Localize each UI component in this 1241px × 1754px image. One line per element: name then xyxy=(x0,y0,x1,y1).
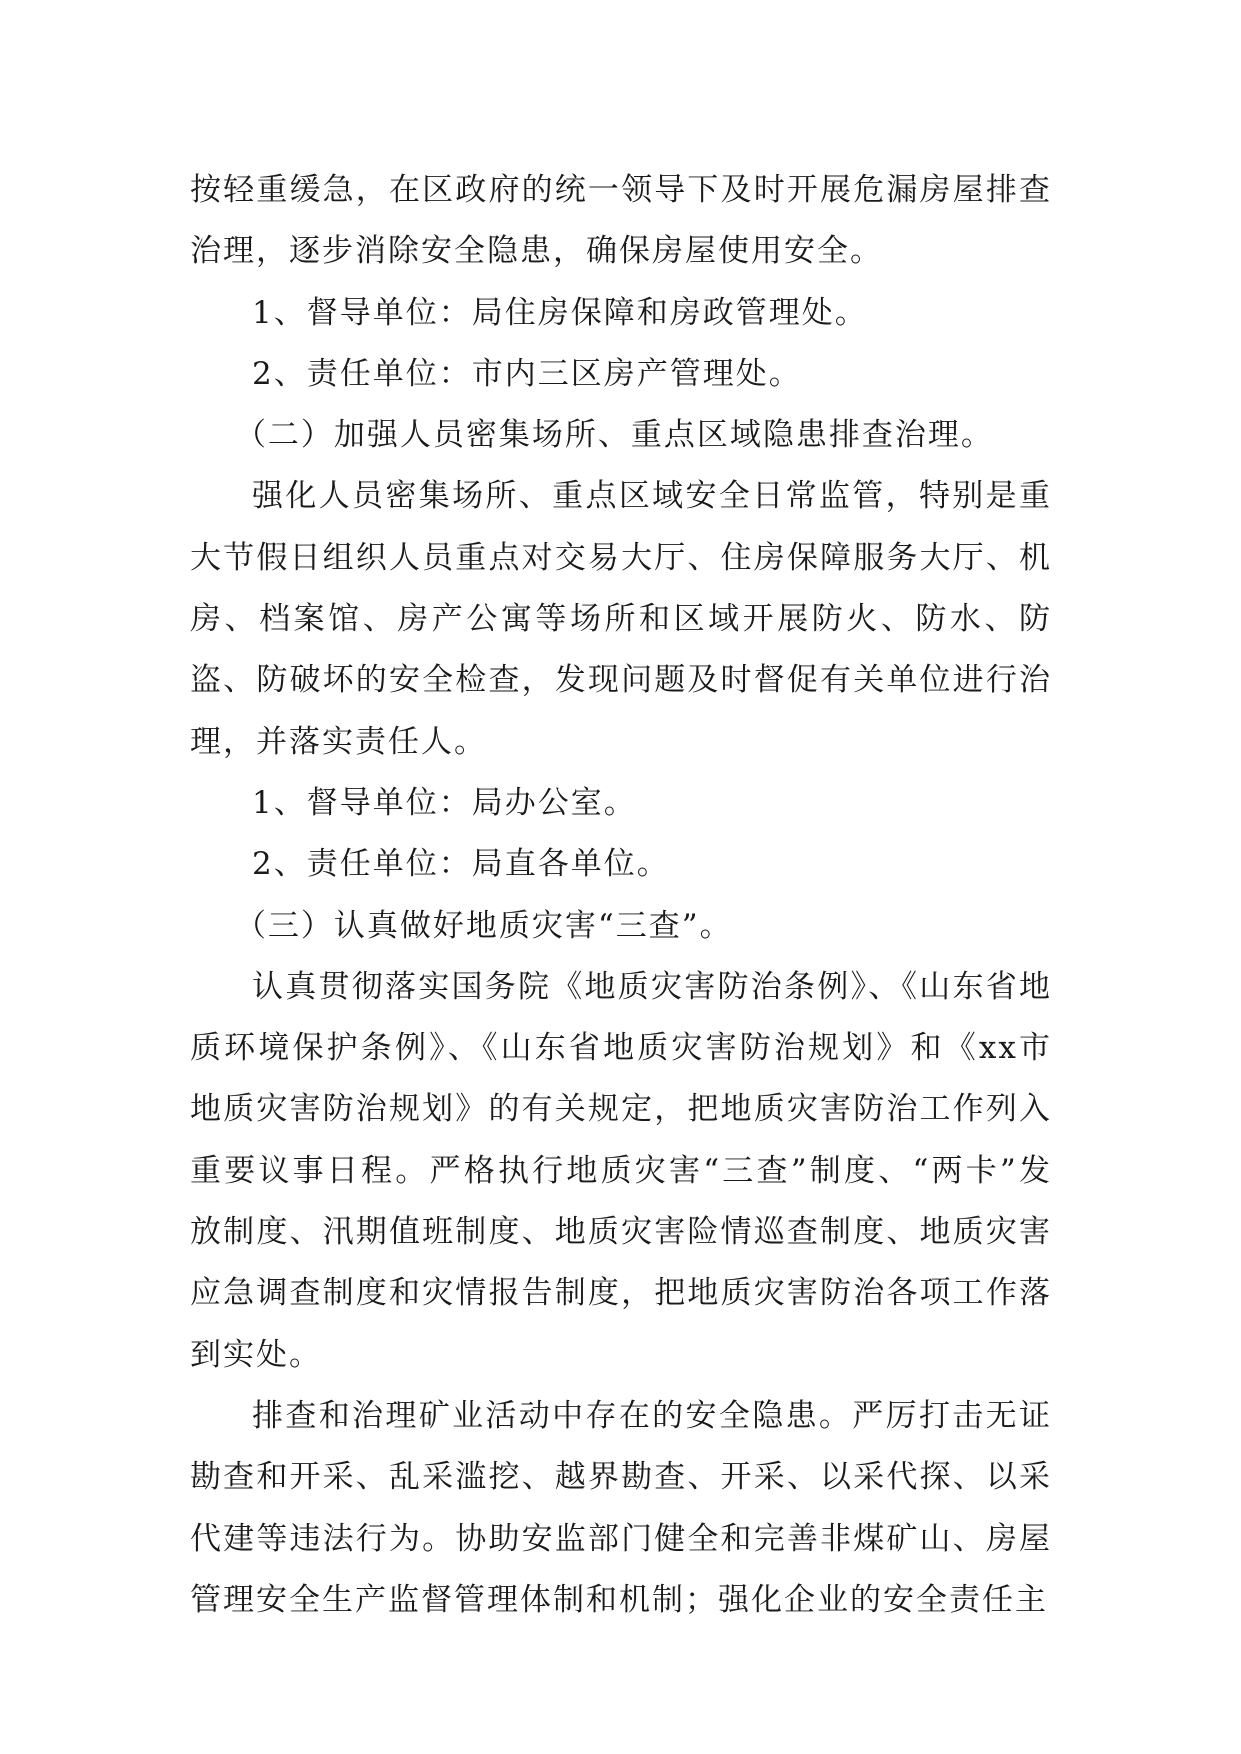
section-heading-3: （三）认真做好地质灾害“三查”。 xyxy=(234,907,733,944)
paragraph-continued: 按轻重缓急，在区政府的统一领导下及时开展危漏房屋排查治理，逐步消除安全隐患，确保房屋使用安全。 xyxy=(190,172,1052,270)
supervising-unit-2: 1、督导单位：局办公室。 xyxy=(252,784,637,821)
section-heading-2: （二）加强人员密集场所、重点区域隐患排查治理。 xyxy=(234,417,994,454)
responsible-unit-1: 2、责任单位：市内三区房产管理处。 xyxy=(252,355,802,392)
section-3-body: 认真贯彻落实国务院《地质灾害防治条例》、《山东省地质环境保护条例》、《山东省地质灾害防治规划》和《xx市地质灾害防治规划》的有关规定，把地质灾害防治工作列入重要议事日程。严格执行地质灾害“三查”制度、“两卡”发放制度、汛期值班制度、地质灾害险情巡查制度、地质灾害应急调查制度和灾情报告制度，把地质灾害防治各项工作落到实处。 xyxy=(190,968,1052,1373)
document-body xyxy=(190,160,1052,1631)
supervising-unit-1: 1、督导单位：局住房保障和房政管理处。 xyxy=(252,294,868,331)
section-2-body: 强化人员密集场所、重点区域安全日常监管，特别是重大节假日组织人员重点对交易大厅、住房保障服务大厅、机房、档案馆、房产公寓等场所和区域开展防火、防水、防盗、防破坏的安全检查，发现问题及时督促有关单位进行治理，并落实责任人。 xyxy=(190,478,1052,760)
responsible-unit-2: 2、责任单位：局直各单位。 xyxy=(252,846,670,883)
mining-hazard-paragraph: 排查和治理矿业活动中存在的安全隐患。严厉打击无证勘查和开采、乱采滥挖、越界勘查、开采、以采代探、以采代建等违法行为。协助安监部门健全和完善非煤矿山、房屋管理安全生产监督管理体制和机制；强化企业的安全责任主 xyxy=(190,1397,1052,1618)
